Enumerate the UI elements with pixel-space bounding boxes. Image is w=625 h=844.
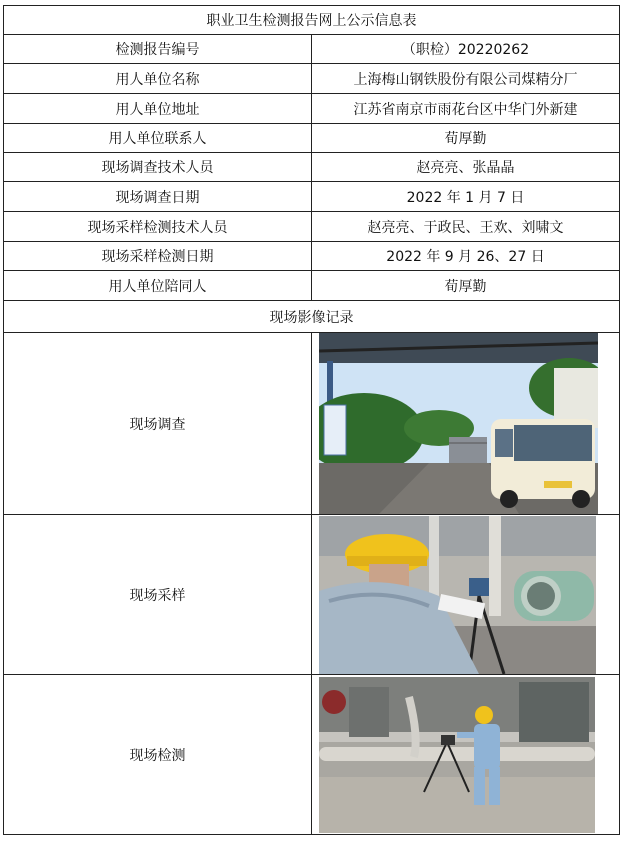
sampling-date-label: 现场采样检测日期 (4, 242, 312, 271)
company-address-label: 用人单位地址 (4, 94, 312, 124)
contact-person-label: 用人单位联系人 (4, 124, 312, 153)
photo-label-sampling: 现场采样 (4, 515, 312, 675)
report-number-label: 检测报告编号 (4, 35, 312, 64)
table-row (4, 271, 620, 301)
photo-row (4, 515, 620, 675)
table-row (4, 242, 620, 271)
survey-date-value: 2022 年 1 月 7 日 (312, 182, 620, 212)
sampling-photo (319, 516, 596, 674)
section-title: 现场影像记录 (4, 301, 620, 333)
table-row (4, 182, 620, 212)
company-name-label: 用人单位名称 (4, 64, 312, 94)
sampling-date-value: 2022 年 9 月 26、27 日 (312, 242, 620, 271)
survey-staff-label: 现场调查技术人员 (4, 153, 312, 182)
contact-person-value: 荀厚勤 (312, 124, 620, 153)
company-address-value: 江苏省南京市雨花台区中华门外新建 (312, 94, 620, 124)
table-title: 职业卫生检测报告网上公示信息表 (4, 6, 620, 35)
table-row (4, 35, 620, 64)
table-row (4, 94, 620, 124)
survey-date-label: 现场调查日期 (4, 182, 312, 212)
sampling-staff-value: 赵亮亮、于政民、王欢、刘啸文 (312, 212, 620, 242)
escort-value: 荀厚勤 (312, 271, 620, 301)
table-row (4, 64, 620, 94)
escort-label: 用人单位陪同人 (4, 271, 312, 301)
testing-photo (319, 677, 595, 833)
report-number-value: （职检）20220262 (312, 35, 620, 64)
survey-photo (319, 333, 598, 514)
company-name-value: 上海梅山钢铁股份有限公司煤精分厂 (312, 64, 620, 94)
sampling-staff-label: 现场采样检测技术人员 (4, 212, 312, 242)
table-row (4, 153, 620, 182)
table-row (4, 212, 620, 242)
photo-label-survey: 现场调查 (4, 333, 312, 515)
photo-row (4, 333, 620, 515)
table-row (4, 124, 620, 153)
photo-row (4, 675, 620, 835)
disclosure-table (3, 5, 620, 835)
survey-staff-value: 赵亮亮、张晶晶 (312, 153, 620, 182)
photo-label-testing: 现场检测 (4, 675, 312, 835)
